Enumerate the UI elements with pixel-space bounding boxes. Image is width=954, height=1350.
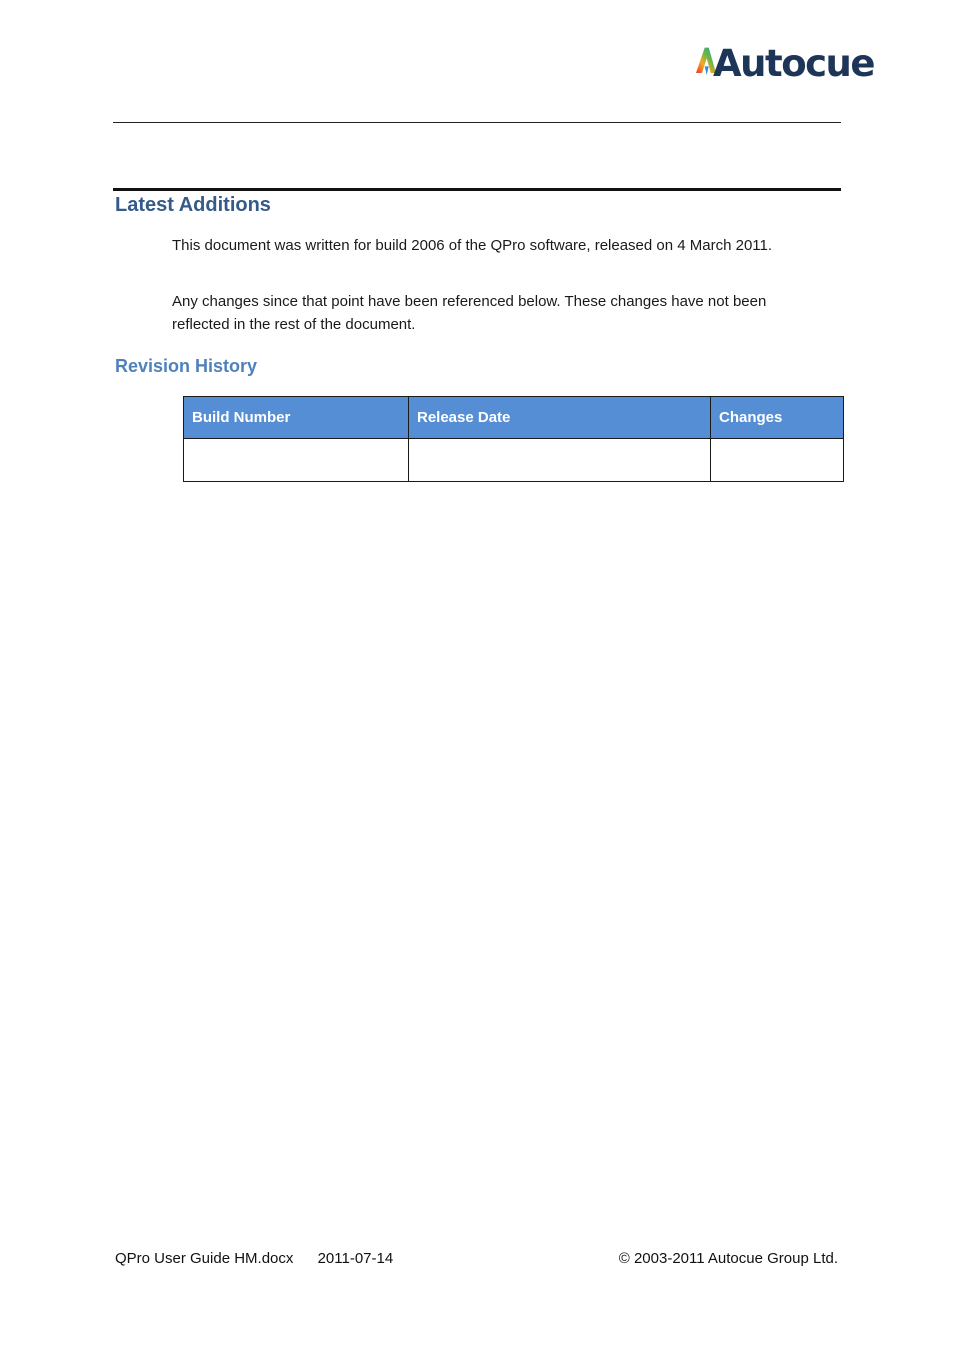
- logo-wordmark: Autocue: [713, 41, 874, 85]
- column-header-changes: Changes: [711, 397, 844, 439]
- column-header-release-date: Release Date: [409, 397, 711, 439]
- cell-build-number: [184, 439, 409, 482]
- cell-release-date: [409, 439, 711, 482]
- autocue-logo: [696, 38, 874, 84]
- cell-changes: [711, 439, 844, 482]
- table-row: [184, 439, 844, 482]
- changes-paragraph: Any changes since that point have been referenced below. These changes have not been reflected in the rest of the document.: [172, 293, 767, 333]
- footer-left: [115, 1250, 393, 1267]
- section-heading: Latest Additions: [115, 194, 271, 216]
- revision-heading: Revision History: [115, 356, 258, 376]
- revision-table: [183, 396, 844, 482]
- footer-date: 2011-07-14: [317, 1250, 394, 1267]
- column-header-build-number: Build Number: [184, 397, 409, 439]
- section-rule: [113, 188, 841, 191]
- intro-paragraph: This document was written for build 2006 of the QPro software, released on 4 March 2011.: [172, 237, 773, 254]
- table-header-row: [184, 397, 844, 439]
- footer-copyright: © 2003-2011 Autocue Group Ltd.: [618, 1250, 838, 1267]
- header-rule: [113, 122, 841, 123]
- footer-filename: QPro User Guide HM.docx: [115, 1250, 294, 1267]
